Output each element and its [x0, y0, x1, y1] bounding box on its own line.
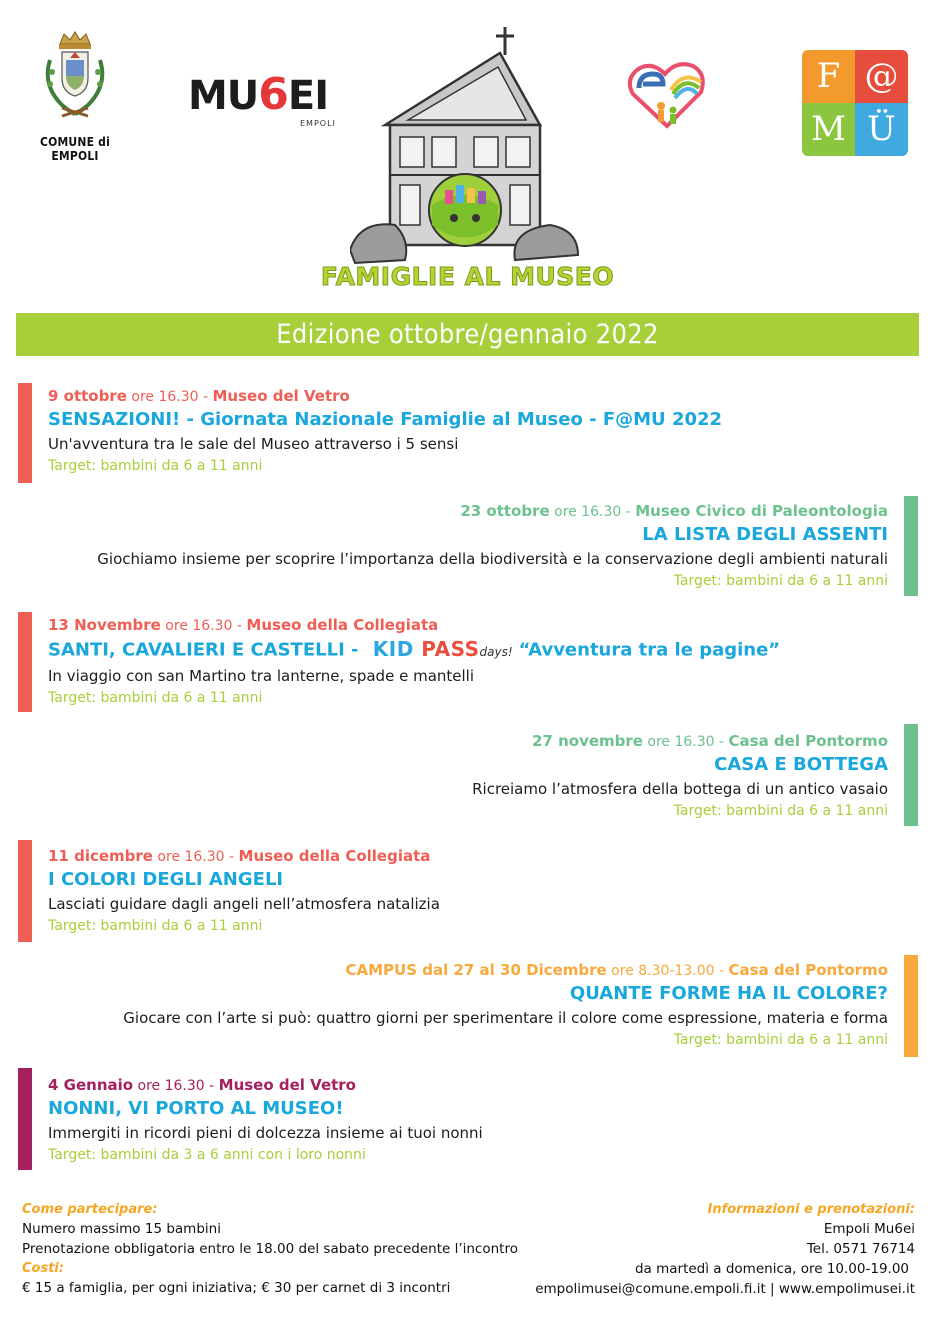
costs-heading: Costi:: [22, 1261, 65, 1276]
event-title: SENSAZIONI! - Giornata Nazionale Famiglie al Museo - F@MU 2022: [48, 409, 723, 430]
mu6ei-logo: [188, 69, 348, 128]
event-date: 11 dicembre: [48, 847, 153, 865]
event-venue: Museo della Collegiata: [246, 616, 439, 634]
event-colori-degli-angeli: [18, 840, 898, 942]
info-heading: Informazioni e prenotazioni:: [707, 1202, 915, 1217]
comune-name: COMUNE di EMPOLI: [39, 135, 110, 163]
event-venue: Museo del Vetro: [218, 1076, 356, 1094]
participate-heading: Come partecipare:: [22, 1202, 158, 1217]
event-date: 4 Gennaio: [48, 1076, 134, 1094]
event-description: In viaggio con san Martino tra lanterne, spade e mantelli: [48, 667, 474, 685]
event-color-bar: [18, 612, 32, 712]
mu6ei-logo-suffix: EI: [287, 73, 329, 119]
kid-pass-days: days!: [479, 645, 513, 659]
event-target: Target: bambini da 6 a 11 anni: [673, 1032, 888, 1048]
participate-line: Prenotazione obbligatoria entro le 18.00 del sabato precedente l’incontro: [22, 1241, 518, 1257]
event-title: SANTI, CAVALIERI E CASTELLI -: [48, 639, 365, 661]
event-description: Giocare con l’arte si può: quattro giorni per sperimentare il colore come espressione, materia e forma: [123, 1009, 888, 1027]
event-title: CASA E BOTTEGA: [714, 754, 888, 775]
event-target: Target: bambini da 6 a 11 anni: [48, 690, 263, 706]
event-title-extra: “Avventura tra le pagine”: [518, 639, 781, 661]
event-title: I COLORI DEGLI ANGELI: [48, 869, 284, 890]
event-time: ore 16.30 -: [642, 734, 729, 750]
event-time: ore 16.30 -: [133, 1078, 219, 1094]
famu-letter-m: M: [802, 103, 855, 156]
info-line: Empoli Mu6ei: [823, 1221, 915, 1237]
edition-title: Edizione ottobre/gennaio 2022: [276, 319, 659, 350]
event-venue: Museo Civico di Paleontologia: [635, 502, 888, 520]
event-date: 23 ottobre: [460, 502, 550, 520]
edition-band: [16, 313, 919, 356]
event-color-bar: [18, 840, 32, 942]
event-venue: Casa del Pontormo: [728, 961, 888, 979]
event-target: Target: bambini da 6 a 11 anni: [48, 458, 263, 474]
famu-letter-u: Ü: [855, 103, 908, 156]
event-target: Target: bambini da 6 a 11 anni: [673, 803, 888, 819]
event-title: QUANTE FORME HA IL COLORE?: [569, 983, 888, 1004]
event-quante-forme: [30, 955, 918, 1057]
event-color-bar: [18, 1068, 32, 1170]
comune-crest-icon: [40, 30, 110, 125]
info-contact-line[interactable]: empolimusei@comune.empoli.fi.it | www.empolimusei.it: [535, 1281, 915, 1297]
church-illustration-icon: [350, 25, 585, 265]
event-date: CAMPUS dal 27 al 30 Dicembre: [345, 961, 607, 979]
kid-pass-days-logo: [373, 636, 513, 665]
event-color-bar: [904, 955, 918, 1057]
event-date: 13 Novembre: [48, 616, 161, 634]
event-venue: Casa del Pontormo: [728, 732, 888, 750]
event-description: Immergiti in ricordi pieni di dolcezza insieme ai tuoi nonni: [48, 1124, 483, 1142]
event-description: Un'avventura tra le sale del Museo attraverso i 5 sensi: [48, 435, 459, 453]
event-nonni-museo: [18, 1068, 898, 1170]
event-target: Target: bambini da 6 a 11 anni: [673, 573, 888, 589]
event-title: NONNI, VI PORTO AL MUSEO!: [48, 1098, 344, 1119]
mu6ei-logo-six: 6: [258, 69, 288, 120]
kid-pass-pass: PASS: [421, 637, 480, 661]
participate-line: Numero massimo 15 bambini: [22, 1221, 221, 1237]
event-casa-e-bottega: [30, 724, 918, 826]
event-target: Target: bambini da 6 a 11 anni: [48, 918, 263, 934]
event-date: 9 ottobre: [48, 387, 127, 405]
kid-pass-kid: KID: [372, 637, 414, 661]
event-time: ore 16.30 -: [126, 389, 213, 405]
comune-empoli-logo: [20, 30, 130, 163]
event-time: ore 16.30 -: [152, 849, 239, 865]
famu-letter-f: F: [802, 50, 855, 103]
famu-logo: [802, 50, 908, 156]
mu6ei-logo-prefix: MU: [188, 73, 259, 119]
event-color-bar: [904, 724, 918, 826]
famu-letter-at: @: [855, 50, 908, 103]
costs-line: € 15 a famiglia, per ogni iniziativa; € 30 per carnet di 3 incontri: [22, 1280, 451, 1296]
event-lista-degli-assenti: [30, 496, 918, 596]
event-date: 27 novembre: [531, 732, 643, 750]
event-target: Target: bambini da 3 a 6 anni con i loro nonni: [48, 1147, 366, 1163]
event-color-bar: [904, 496, 918, 596]
event-time: ore 16.30 -: [549, 504, 636, 520]
event-description: Ricreiamo l’atmosfera della bottega di un antico vasaio: [472, 780, 888, 798]
event-sensazioni: [18, 383, 898, 483]
heart-rainbow-logo-icon: [625, 60, 710, 130]
mu6ei-logo-sub: EMPOLI: [300, 119, 336, 128]
info-line: Tel. 0571 76714: [806, 1241, 915, 1257]
famiglie-al-museo-title: FAMIGLIE AL MUSEO: [320, 262, 615, 291]
footer-participation: [22, 1200, 582, 1298]
event-description: Giochiamo insieme per scoprire l’importanza della biodiversità e la conservazione degli ambienti naturali: [97, 550, 888, 568]
event-time: ore 8.30-13.00 -: [606, 963, 729, 979]
event-color-bar: [18, 383, 32, 483]
footer-info: [520, 1200, 915, 1299]
event-time: ore 16.30 -: [160, 618, 247, 634]
event-description: Lasciati guidare dagli angeli nell’atmosfera natalizia: [48, 895, 440, 913]
event-santi-cavalieri: [18, 612, 898, 712]
event-title: LA LISTA DEGLI ASSENTI: [642, 524, 888, 545]
info-line: da martedì a domenica, ore 10.00-19.00: [634, 1261, 909, 1277]
event-venue: Museo della Collegiata: [238, 847, 431, 865]
event-venue: Museo del Vetro: [212, 387, 350, 405]
